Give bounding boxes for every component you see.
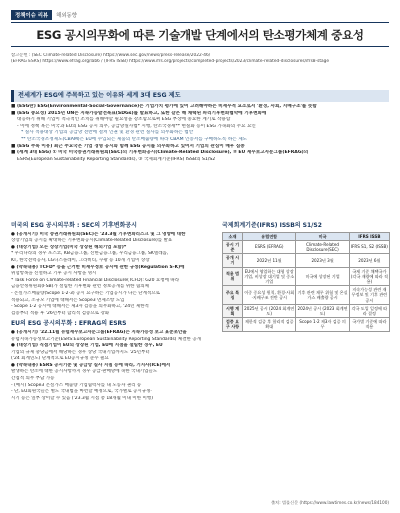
sec-line: KT, 한국전력공사, LG디스플레이, 그라비티, 쿠팡 등 10개 기업이 상장 [11, 257, 150, 263]
eu-heading: EU의 ESG 공시의무화 : EFRAG의 ESRS [11, 320, 127, 328]
sec-line: - Scope 1·2 공시에 대해서는 제3자 검증을 의무화하고, '24년 제한적 [11, 304, 149, 310]
table-header-row [223, 232, 390, 240]
left-column [11, 223, 217, 495]
category-tag: 정책이슈 리뷰 [11, 10, 52, 20]
page-title: ESG 공시의무화에 따른 기술개발 단계에서의 탄소평가체계 중요성 [36, 28, 364, 42]
eu-line: 유럽지속가능성보고기준(ESRS:European Sustainability Reporting Standards) 체결한 공개 [11, 336, 202, 342]
table-header-cell: 미국 [296, 232, 349, 240]
table-cell: 이중 중요성 원칙, 환경·사회·지배구조 전반 공시 [243, 286, 296, 305]
title-rule [11, 46, 389, 47]
row-label-cell: 적용 범위 [223, 267, 243, 286]
reference-line: (EFRAG ESRS) https://www.efrag.org/lab6 / (IFRS ISSB) https://www.ifrs.org/projects/completed-projects/2023/climate-related-disclosures/ifrs8-stage [11, 59, 330, 64]
intro-line: - 이에 정책 혹은 미국과 EU의 ESG 공시 의무, 공급망실사법* 시행, 탄소국경세** 현실화 등이 ESG 가속화의 주요 요인 [17, 123, 256, 129]
sec-line: 상장기업의 공시를 확대하는 기후변화공시(Climate-Related Disclosure)를 발표 [11, 238, 173, 244]
intro-line: ** 탄소국경조정제도(CBAM)은 EU에 수입되는 제품의 탄소배출량에 따라 CBAM 인증서를 구매하도록 하는 제도 [21, 136, 248, 142]
table-cell: 국가별 기준에 따라 적용 [349, 318, 389, 331]
intro-line: 대응하기 위해 기업이 적극적인 조치를 취해야할 필요성을 강조함으로써 ESG 부상에 중요한 계기로 작용함 [17, 117, 231, 123]
intro-line: * 실사 적용대상 기업의 공급망 전반에 걸쳐 인권 및 환경 관련 실사를 의무화하는 법안 [21, 130, 194, 136]
table-cell: 각국 도입 일정에 따라 결정 [349, 304, 389, 317]
intro-line: ESRS(European Sustainability Reporting Standards), ③ 국제회계기준(IFRS) ISSB의 S1/S2 [17, 156, 216, 162]
table-cell: Scope 1·2 제3자 검증 의무 [296, 318, 349, 331]
intro-line: ■ (ESG 주목 이유) 최근 주요국은 기업 경영 공시와 함께 ESG 공시를 의무화하고 있어서 기업의 관심이 매우 집중 [11, 143, 245, 149]
table-row [223, 240, 390, 253]
table-row [223, 318, 390, 331]
intro-body [11, 104, 389, 163]
sec-line: - 온실가스배출량(Scope 1·2·3) 공시 요구하는 기업공시가 다는 단계적으로 [11, 290, 160, 296]
table-cell: Climate-Related Disclosure(SEC) [296, 240, 349, 253]
sec-line: ● (약속내용) TCFD* 등을 근거한 비재무정보 공시에 관한 규정(Regulation S-K)에 [11, 264, 185, 270]
row-label-cell: 검증 요구 사항 [223, 318, 243, 331]
row-label-cell: 시행 계획 [223, 304, 243, 317]
references [11, 53, 389, 65]
eu-line: 시기 등은 일부 상이할 수 있음 ('23.3월 시점 총 18개월 이내 이한 이행) [11, 395, 153, 401]
table-header-cell: 소재 [223, 232, 243, 240]
eu-line: ● (약속내용) ESRS 공시기준 및 공급망 실사 지침 등에 따라, 기지사(ICE)에서 [11, 362, 171, 368]
intro-line: ■ (ESG란) ESG(Environmental·Social·Governance)는 기업가치 평가에 있어 고려해야하는 비재무적 요소로서 '환경, 사회, 지배구조'를 뜻함 [11, 104, 317, 109]
table-header-cell: IFRS ISSB [349, 232, 389, 240]
sec-line: 적용되고, 소규모 기업에 대해서는 Scope3 면제조항 도입 [11, 297, 125, 303]
table-cell: 제한적 검증 후 합리적 검증 확대 [243, 318, 296, 331]
table-cell: 국제 기준 채택국가 (각국 재량에 따라 적용) [350, 268, 388, 285]
intro-line: ■ (ESG 중요성) 2015년 UN은 지속가능발전목표(SDGs)를 발표하고, 또한 같은 해 채택된 파리기후변화협약에 기후변화에 [11, 110, 267, 116]
eu-line: ('24 회계연도) 단계적으로 EU공시규정 준수 필요 [11, 356, 109, 362]
table-cell: ESRS (EFRAG) [243, 240, 296, 253]
table-cell: 지속가능성 관련 재무정보 및 기후 관련 공시 [349, 286, 389, 305]
sec-line: * 우리나라의 경우 포스코, KB금융그룹, 신한금융그룹, 우리금융그룹, SK텔레콤, [11, 251, 169, 257]
table-cell: 2022년 11월 [243, 254, 296, 267]
source-footer: 출처: 법률신문 (https://www.lawtimes.co.kr/news/184100) [271, 500, 389, 505]
section-label: 해외동향 [56, 13, 77, 19]
row-label-cell: 공개 시기 [223, 254, 243, 267]
right-column [222, 223, 390, 495]
table-cell: 2024년 공시 (2023 회계연도) [297, 305, 348, 317]
page-header [11, 9, 77, 21]
table-header-cell: 유럽연합 [243, 232, 296, 240]
section-heading: 전세계가 ESG에 주목하고 있는 이유와 세계 3대 ESG 제도 [11, 90, 389, 102]
sec-body [11, 232, 217, 318]
table-cell: 2023년 3월 [296, 254, 349, 267]
sec-line: 금융안정위원회(FSB)가 설립한 기후변화 관련 정보공개를 위한 협의체 [11, 284, 149, 290]
issb-heading: 국제회계기준(IFRS) ISSB의 S1/S2 [222, 222, 322, 229]
sec-line: ● (대상기업) 모든 상장기업(미국 상장된 해외기업 포함)* [11, 244, 127, 250]
eu-line: ● (대상기업) 직접기업이 EU의 상장된 기업, EU에 지점을 설립한 경우, EU [11, 343, 163, 349]
eu-line: - (예시) Scope3 온실가스 배출량 기업협력사를 내 노동자 권리 등 [11, 382, 142, 388]
table-row [223, 304, 390, 317]
eu-line: 발생하는 탄소에 대한 공시사항까지 경우 공급·판매망에 속한 국내기업들도 [11, 369, 158, 375]
table-cell: EU에서 영업하는 대형 상장기업, 비상장 대기업 및 중소기업 [244, 268, 295, 285]
comparison-table [222, 232, 390, 332]
sec-heading: 미국의 ESG 공시의무화 : SEC의 기후변화공시 [11, 222, 137, 229]
eu-line: - 단, EU회원국들은 별도 국내법을 마련할 예정으로, 국가별로 공시규정· [11, 389, 152, 395]
sec-line: 검증부터 적용 후 '26년부터 합리적 검증으로 강화 [11, 310, 110, 316]
row-label-cell: 공시 기준 [223, 240, 243, 253]
row-label-cell: 주요 특징 [223, 286, 243, 305]
eu-line: ● (공개시기) '22.11월 유럽재무보고자문그룹(EFRAG)는 지속가능성 보고 표준초안을 [11, 329, 187, 335]
sec-line: 위험항목을 신설하고 기후 공시 사항을 명시 [11, 271, 97, 277]
intro-line: ■ (세계 3대 ESG) ① 미국 미국증권거래위원회(SEC)의 기후변화공시(Climate-Related Disclosure), ② EU 재무보고자문그룹(EFRAG)의 [11, 150, 309, 156]
sec-line: * Task Force on Climate-related Financial Disclosure(TCFD): G20 요청에 따라 [11, 277, 180, 283]
table-cell: IFRS S1, S2 (ISSB) [349, 240, 389, 253]
table-cell: 2023년 6월 [349, 254, 389, 267]
table-row [223, 254, 390, 267]
table-row [223, 286, 390, 305]
reference-line: 참고문헌 : (SEC Climate-related Disclosure) https://www.sec.gov/news/press-release/2022-46/ [11, 53, 211, 58]
sec-line: ● (공개시기) 미국 증권거래위원회(SEC)는 '23.3월 기후변화리스크 및 그 영향에 대한 [11, 231, 186, 237]
table-cell: 기후 관련 재무 위험 및 온실가스 배출량 공시 [296, 286, 349, 305]
eu-line: 간접적 의무 부담 가능 [11, 376, 55, 382]
table-cell: 2025년 공시 (2024 회계연도) [244, 305, 295, 317]
top-rule [11, 22, 389, 23]
eu-body [11, 330, 217, 403]
table-row [223, 267, 390, 286]
eu-line: 기업의 규제 충당금에서 해당하는 경우 상당 국내기업까지도 '25년부터 [11, 349, 150, 355]
table-cell: 미국에 상장된 기업 [296, 267, 349, 286]
